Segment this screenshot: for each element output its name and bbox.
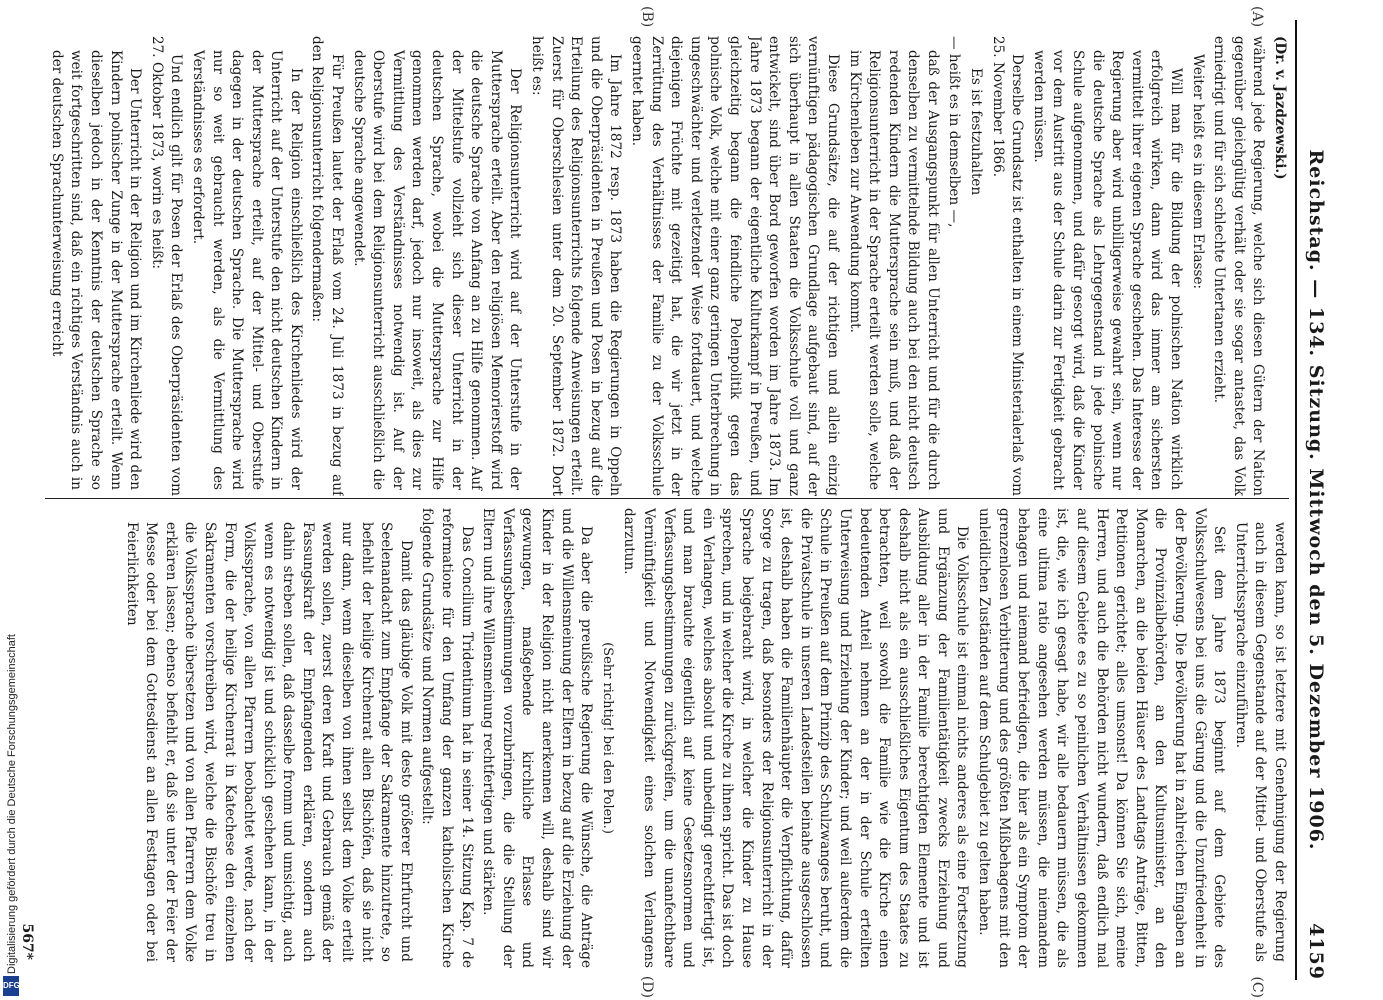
column-divider	[45, 498, 1289, 499]
left-column	[37, 36, 1289, 496]
page-number: 4159	[1305, 923, 1327, 980]
margin-marker-d: (D)	[639, 975, 655, 998]
paragraph: Die Volksschule ist einmal nichts anderes als eine Fortsetzung und Ergänzung der Familientätigkeit zwecks Erziehung und Ausbildung aller in der Familie berechtigten Elemente und ist deshalb nicht als ein ausschließliches Eigentum des Staates zu betrachten, weil sowohl die Familie wie die Kirche einen bedeutenden Anteil nehmen an der in der Schule erteilten Unterweisung und Erziehung der Kinder; und weil außerdem die Schule in Preußen auf dem Prinzip des Schulzwanges beruht, und die Privatschule in unseren Landesteilen beinahe ausgeschlossen ist, deshalb haben die Familienhäupter die Verpflichtung, dafür Sorge zu tragen, daß besonders der Religionsunterricht in der Sprache beigebracht wird, in welcher die Kinder zu Hause sprechen, und in welcher die Kirche zu ihnen spricht. Das ist doch ein Verlangen, welches absolut und unbedingt gerechtfertigt ist, und man brauchte eigentlich auf keine Gesetzesnormen und Verfassungsbestimmungen zurückgreifen, um die unanfechtbare Vernünftigkeit und Notwendigkeit eines solchen Verlangens darzutun.	[621, 508, 971, 968]
paragraph: Diese Grundsätze, die auf der richtigen und allein einzig vernünftigen pädagogischen Grundlage aufgebaut sind, auf der sich überhaupt in allen Staaten die Volksschule voll und ganz entwickelt, sind über Bord geworfen worden im Jahre 1873. Im Jahre 1873 begann der eigentliche Kulturkampf in Preußen, und gleichzeitig begann die feindliche Polenpolitik gegen das polnische Volk, welche mit einer ganz geringen Unterbrechung in ungeschwächter und verletzender Weise fortdauert, und welche diejenigen Früchte mit gezeitigt hat, die wir jetzt in der Zerrüttung des Verhältnisses der Familie zu der Volksschule geerntet haben.	[629, 36, 841, 496]
header-rule	[1295, 20, 1297, 980]
paragraph: Derselbe Grundsatz ist enthalten in einem Ministerialerlaß vom 25. November 1866.	[989, 36, 1026, 496]
paragraph: — heißt es in demselben —,	[946, 36, 963, 228]
page-signature: 567*	[19, 923, 35, 960]
quote-paragraph: Es ist festzuhalten	[968, 68, 985, 196]
digitization-footer	[0, 0, 24, 1000]
margin-marker-a: (A)	[1249, 6, 1265, 28]
quote-paragraph: Der Religionsunterricht wird auf der Unterstufe in der Muttersprache erteilt. Aber den religiösen Memorierstoff wird die deutsche Sprache von Anfang an zu Hilfe genommen. Auf der Mittelstufe vollzieht sich dieser Unterricht in der deutschen Sprache, wobei die Muttersprache zur Hilfe genommen werden darf, jedoch nur insoweit, als dies zur Vermittlung des Verständnisses notwendig ist. Auf der Oberstufe wird bei dem Religionsunterricht ausschließlich die deutsche Sprache angewendet.	[350, 50, 524, 490]
paragraph: Und endlich gilt für Posen der Erlaß des Oberpräsidenten vom 27. Oktober 1873, worin es heißt:	[148, 36, 185, 496]
page-header	[1301, 20, 1327, 980]
header-title: Reichstag. — 134. Sitzung. Mittwoch den 5. Dezember 1906.	[1305, 149, 1327, 851]
quote-paragraph: Der Unterricht in der Religion und im Kirchenliede wird den Kindern polnischer Zunge in der Muttersprache erteilt. Wenn dieselben jedoch in der Kenntnis der deutschen Sprache so weit fortgeschritten sind, daß ein richtiges Verständnis auch in der deutschen Sprachunterweisung erreicht	[48, 50, 144, 490]
paragraph: während jede Regierung, welche sich diesen Gütern der Nation gegenüber gleichgültig verhält oder sie sogar antastet, das Volk erniedrigt und für sich schlechte Untertanen erzieht.	[1211, 36, 1267, 496]
quote-paragraph: Will man für die Bildung der polnischen Nation wirklich erfolgreich wirken, dann wird das immer am sichersten vermittelt ihrer eigenen Sprache geschehen. Das Interesse der Regierung aber wird unbilligerweise gewahrt sein, wenn nur die deutsche Sprache als Lehrgegenstand in jede polnische Schule aufgenommen, und dafür gesorgt wird, daß die Kinder vor dem Austritt aus der Schule darin zur Fertigkeit gebracht werden müssen.	[1030, 50, 1185, 490]
interjection: (Sehr richtig! bei den Polen.)	[599, 642, 615, 834]
dfg-logo-icon: DFG	[3, 976, 19, 996]
scanned-page	[5, 0, 1335, 1000]
paragraph: Weiter heißt es in diesem Erlasse:	[1189, 54, 1206, 290]
quote-paragraph: werden kann, so ist letztere mit Genehmigung der Regierung auch in diesem Gegenstande auf der Mittel- und Oberstufe als Unterrichtssprache einzuführen.	[1232, 522, 1288, 962]
quote-paragraph: Damit das gläubige Volk mit desto größerer Ehrfurcht und Seelenandacht zum Empfange der Sakramente hinzutrete, so befiehlt der heilige Kirchenrat allen Bischöfen, daß sie nicht nur dann, wenn dieselben von ihnen selbst dem Volke erteilt werden sollen, zuerst deren Kraft und Gebrauch gemäß der Fassungskraft der Empfangenden erklären, sondern auch dahin streben sollen, daß dasselbe fromm und umsichtig, auch wenn es notwendig ist und schicklich geschehen kann, in der Volkssprache, von allen Pfarrern beobachtet werde, nach der Form, die der heilige Kirchenrat in Katechese den einzelnen Sakramenten vorschreiben wird, welche die Bischöfe treu in die Volkssprache übersetzen und von allen Pfarrern dem Volke erklären lassen; ebenso befiehlt er, daß sie unter der Feier der Messe oder bei dem Gottesdienst an allen Festtagen oder bei Feierlichkeiten	[123, 522, 414, 962]
paragraph: Seit dem Jahre 1873 beginnt auf dem Gebiete des Volksschulwesens bei uns die Gärung und die Unzufriedenheit in der Bevölkerung. Die Bevölkerung hat in zahlreichen Eingaben an die Provinzialbehörden, an den Kultusminister, an den Monarchen, an die beiden Häuser des Landtags Anträge, Bitten, Petitionen gerichtet; alles umsonst! Da können Sie sich, meine Herren, und auch die Behörden nicht wundern, daß endlich mal auf diesem Gebiete es zu so peinlichen Verhältnissen gekommen ist, die, wie ich gesagt habe, wir alle bedauern müssen, die als eine ultima ratio angesehen werden müssen, die niemandem behagen und niemand befriedigen, die hier als ein Symptom der grenzenlosen Verbitterung und des größten Mißbehagens mit den unleidlichen Zuständen auf dem Schulgebiet zu gelten haben.	[976, 508, 1228, 968]
quote-paragraph: In der Religion einschließlich des Kirchenliedes wird der Unterricht auf der Unterstufe den nicht deutschen Kindern in der Muttersprache erteilt, auf der Mittel- und Oberstufe dagegen in der deutschen Sprache. Die Muttersprache wird nur so weit gebraucht werden, als die Vermittlung des Verständnisses es erfordert.	[189, 50, 304, 490]
quote-paragraph: daß der Ausgangspunkt für allen Unterricht und für die durch denselben zu vermittelnde Bildung auch bei den nicht deutsch redenden Kindern die Muttersprache sein muß, und daß der Religionsunterricht in der Sprache erteilt werden solle, welche im Kirchenleben zur Anwendung kommt.	[846, 50, 941, 490]
margin-marker-c: (C)	[1249, 976, 1265, 998]
paragraph: Im Jahre 1872 resp. 1873 haben die Regierungen in Oppeln und die Oberpräsidenten in Preußen und Posen in bezug auf die Erteilung des Religionsunterrichts folgende Anweisungen erteilt. Zuerst für Oberschlesien unter dem 20. September 1872. Dort heißt es:	[529, 36, 624, 496]
paragraph: Da aber die preußische Regierung die Wünsche, die Anträge und die Willensmeinung der Eltern in bezug auf die Erziehung der Kinder in der Religion nicht anerkennen will, deshalb sind wir gezwungen, maßgebende kirchliche Erlasse und Verfassungsbestimmungen vorzubringen, die die Stellung der Eltern und ihre Willensmeinung rechtfertigen und stärken.	[480, 508, 595, 968]
paragraph: Für Preußen lautet der Erlaß vom 24. Juli 1873 in bezug auf den Religionsunterricht folgendermaßen:	[309, 36, 346, 496]
right-column	[37, 508, 1289, 968]
speaker-name: (Dr. v. Jazdzewski.)	[1272, 36, 1288, 180]
footer-credit: Digitalisierung gefördert durch die Deutsche Forschungsgemeinschaft	[6, 634, 18, 974]
paragraph: Das Concilium Tridentinum hat in seiner 14. Sitzung Kap. 7 de reformatione für den Umfang der ganzen katholischen Kirche folgende Grundsätze und Normen aufgestellt:	[419, 508, 475, 968]
margin-marker-b: (B)	[639, 6, 655, 28]
